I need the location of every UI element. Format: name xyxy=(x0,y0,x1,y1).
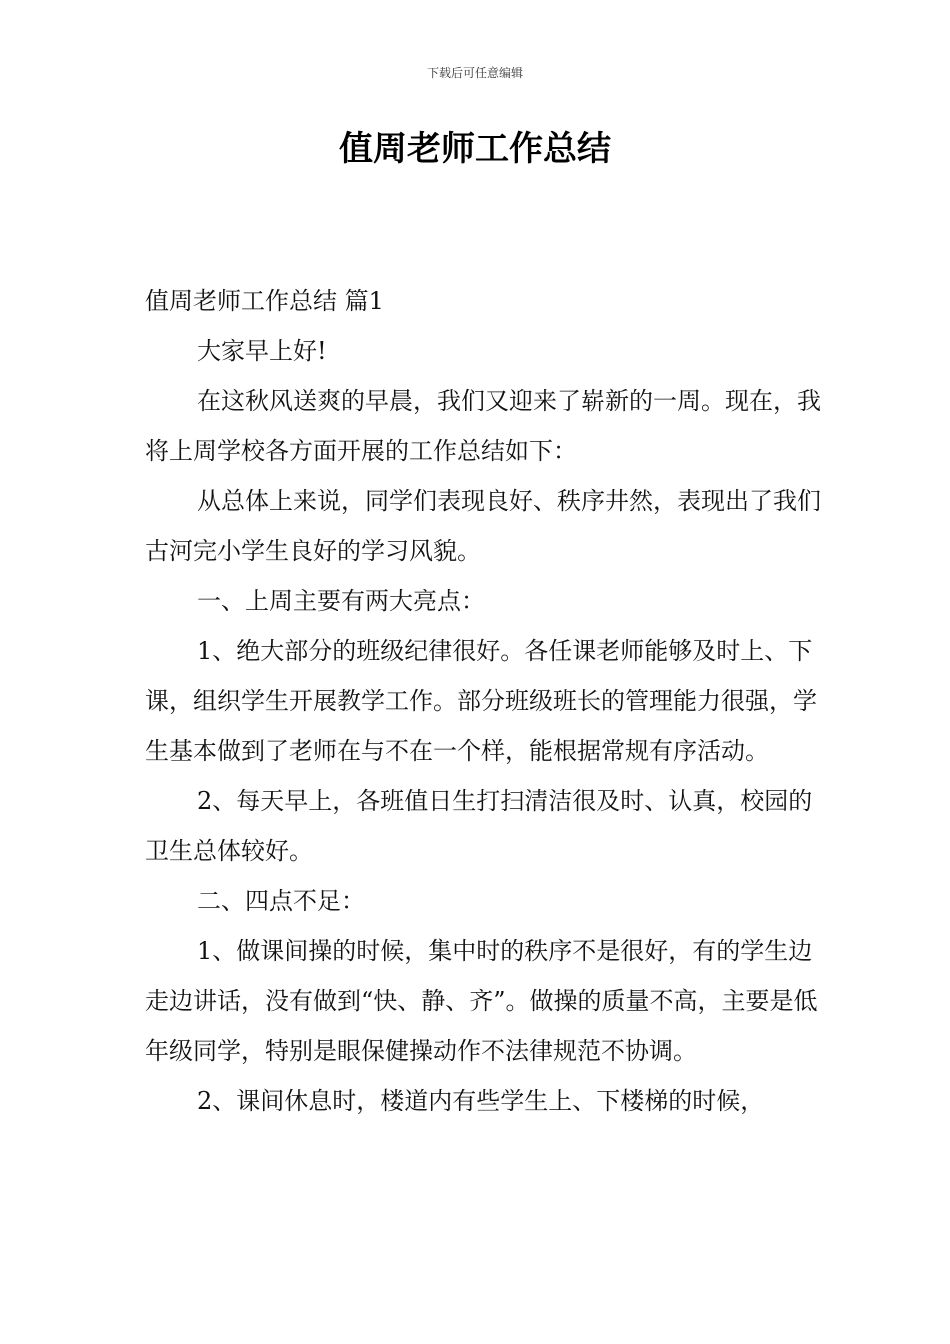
paragraph-shortcoming-2: 2、课间休息时，楼道内有些学生上、下楼梯的时候， xyxy=(197,1087,765,1115)
paragraph-intro: 在这秋风送爽的早晨，我们又迎来了崭新的一周。现在，我将上周学校各方面开展的工作总结如下： xyxy=(145,387,821,465)
paragraph-highlight-1: 1、绝大部分的班级纪律很好。各任课老师能够及时上、下课，组织学生开展教学工作。部分班级班长的管理能力很强，学生基本做到了老师在与不在一个样，能根据常规有序活动。 xyxy=(145,637,817,765)
paragraph-shortcomings-heading: 二、四点不足： xyxy=(197,887,365,915)
paragraph-greeting: 大家早上好! xyxy=(197,337,327,365)
paragraph-highlight-2: 2、每天早上，各班值日生打扫清洁很及时、认真，校园的卫生总体较好。 xyxy=(145,787,813,865)
document-body xyxy=(145,276,825,1126)
paragraph-overall: 从总体上来说，同学们表现良好、秩序井然，表现出了我们古河完小学生良好的学习风貌。 xyxy=(145,487,821,565)
page-header-note: 下载后可任意编辑 xyxy=(426,66,523,80)
section-heading: 值周老师工作总结 篇1 xyxy=(145,287,384,315)
paragraph-highlights-heading: 一、上周主要有两大亮点： xyxy=(197,587,485,615)
paragraph-shortcoming-1: 1、做课间操的时候，集中时的秩序不是很好，有的学生边走边讲话，没有做到“快、静、齐”。做操的质量不高，主要是低年级同学，特别是眼保健操动作不法律规范不协调。 xyxy=(145,937,818,1065)
document-title: 值周老师工作总结 xyxy=(339,129,611,169)
